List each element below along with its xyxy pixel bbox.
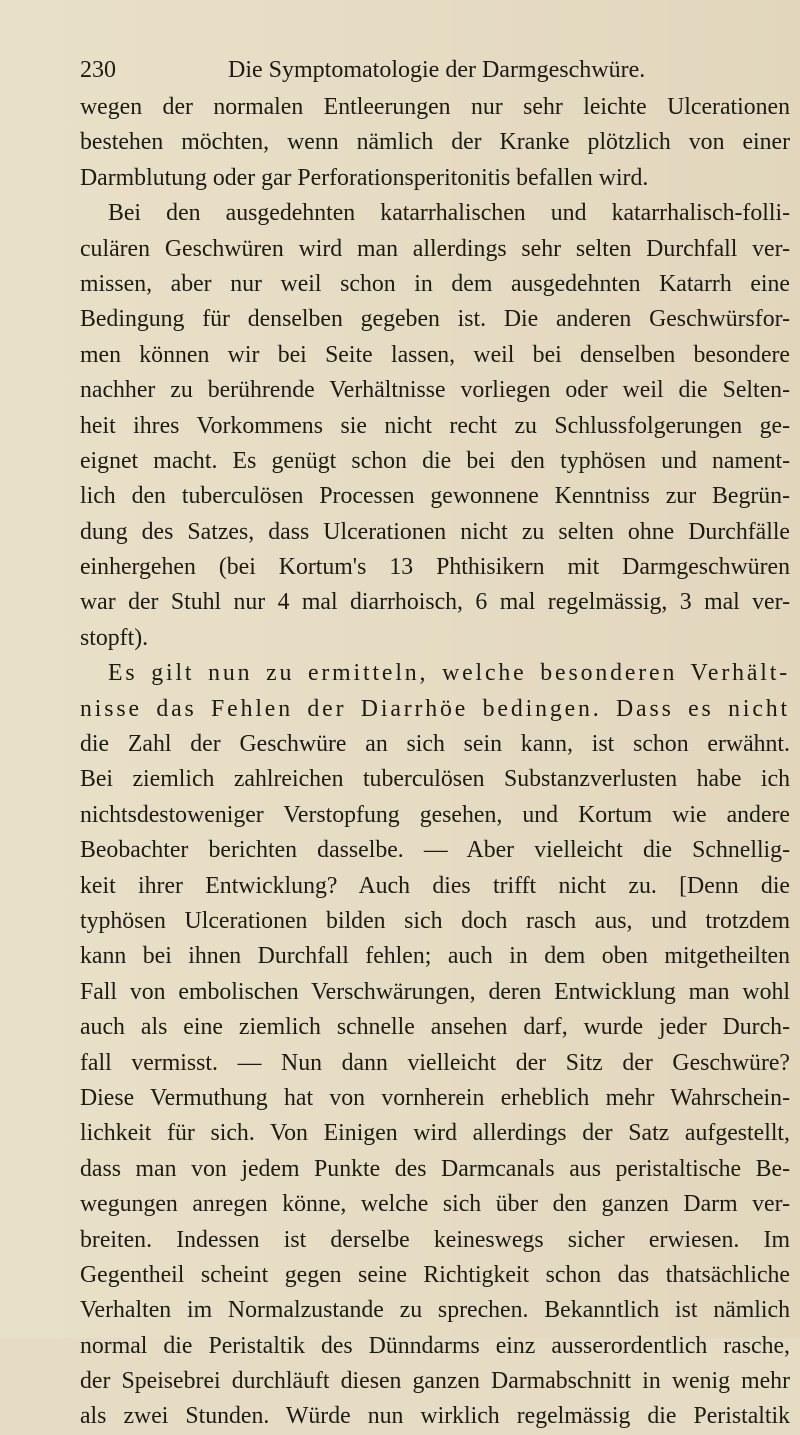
text-line: normal die Peristaltik des Dünndarms einz ausserordentlich rasche, xyxy=(80,1332,790,1359)
text-line: missen, aber nur weil schon in dem ausgedehnten Katarrh eine xyxy=(80,270,790,297)
page-number: 230 xyxy=(80,57,116,83)
text-line: kann bei ihnen Durchfall fehlen; auch in dem oben mitgetheilten xyxy=(80,943,790,970)
body-text xyxy=(80,90,790,1435)
text-line: der Speisebrei durchläuft diesen ganzen Darmabschnitt in wenig mehr xyxy=(80,1368,790,1395)
text-line: bestehen möchten, wenn nämlich der Kranke plötzlich von einer xyxy=(80,129,790,156)
text-line: stopft). xyxy=(80,624,149,651)
text-line: Diese Vermuthung hat von vornherein erheblich mehr Wahrschein- xyxy=(80,1084,790,1111)
text-line: lich den tuberculösen Processen gewonnene Kenntniss zur Begrün- xyxy=(80,483,790,510)
text-line: dung des Satzes, dass Ulcerationen nicht zu selten ohne Durchfälle xyxy=(80,518,790,545)
text-line: war der Stuhl nur 4 mal diarrhoisch, 6 mal regelmässig, 3 mal ver- xyxy=(80,589,790,616)
text-line: nisse das Fehlen der Diarrhöe bedingen. Dass es nicht xyxy=(80,695,790,722)
text-line: Beobachter berichten dasselbe. — Aber vielleicht die Schnellig- xyxy=(80,837,790,864)
text-line: typhösen Ulcerationen bilden sich doch rasch aus, und trotzdem xyxy=(80,907,790,934)
page-header xyxy=(80,52,790,88)
text-line: Fall von embolischen Verschwärungen, deren Entwicklung man wohl xyxy=(80,978,790,1005)
text-line: heit ihres Vorkommens sie nicht recht zu Schlussfolgerungen ge- xyxy=(80,412,790,439)
text-line: als zwei Stunden. Würde nun wirklich regelmässig die Peristaltik xyxy=(80,1403,790,1430)
text-line: wegungen anregen könne, welche sich über den ganzen Darm ver- xyxy=(80,1191,790,1218)
text-line: wegen der normalen Entleerungen nur sehr leichte Ulcerationen xyxy=(80,94,790,120)
text-line: Gegentheil scheint gegen seine Richtigkeit schon das thatsächliche xyxy=(80,1261,790,1288)
text-line: nichtsdestoweniger Verstopfung gesehen, und Kortum wie andere xyxy=(80,801,790,828)
text-line: dass man von jedem Punkte des Darmcanals aus peristaltische Be- xyxy=(80,1155,790,1182)
text-line: Bei den ausgedehnten katarrhalischen und katarrhalisch-folli- xyxy=(108,200,790,227)
text-line: men können wir bei Seite lassen, weil bei denselben besondere xyxy=(80,341,790,368)
text-line: culären Geschwüren wird man allerdings sehr selten Durchfall ver- xyxy=(80,235,790,262)
text-line: fall vermisst. — Nun dann vielleicht der Sitz der Geschwüre? xyxy=(80,1049,790,1076)
text-line: Es gilt nun zu ermitteln, welche besonderen Verhält- xyxy=(108,660,790,687)
text-line: Verhalten im Normalzustande zu sprechen. Bekanntlich ist nämlich xyxy=(80,1297,790,1324)
running-title: Die Symptomatologie der Darmgeschwüre. xyxy=(228,57,646,83)
text-line: die Zahl der Geschwüre an sich sein kann, ist schon erwähnt. xyxy=(80,731,790,758)
text-line: nachher zu berührende Verhältnisse vorliegen oder weil die Selten- xyxy=(80,377,790,404)
text-line: breiten. Indessen ist derselbe keineswegs sicher erwiesen. Im xyxy=(80,1226,790,1253)
text-line: Bei ziemlich zahlreichen tuberculösen Substanzverlusten habe ich xyxy=(80,766,790,793)
text-line: Bedingung für denselben gegeben ist. Die anderen Geschwürsfor- xyxy=(80,306,790,333)
text-line: keit ihrer Entwicklung? Auch dies trifft nicht zu. [Denn die xyxy=(80,872,790,899)
text-line: auch als eine ziemlich schnelle ansehen darf, wurde jeder Durch- xyxy=(80,1014,790,1041)
text-line: einhergehen (bei Kortum's 13 Phthisikern mit Darmgeschwüren xyxy=(80,554,790,581)
text-line: Darmblutung oder gar Perforationsperitonitis befallen wird. xyxy=(80,164,649,191)
text-line: eignet macht. Es genügt schon die bei den typhösen und nament- xyxy=(80,447,790,474)
text-line: lichkeit für sich. Von Einigen wird allerdings der Satz aufgestellt, xyxy=(80,1120,790,1147)
